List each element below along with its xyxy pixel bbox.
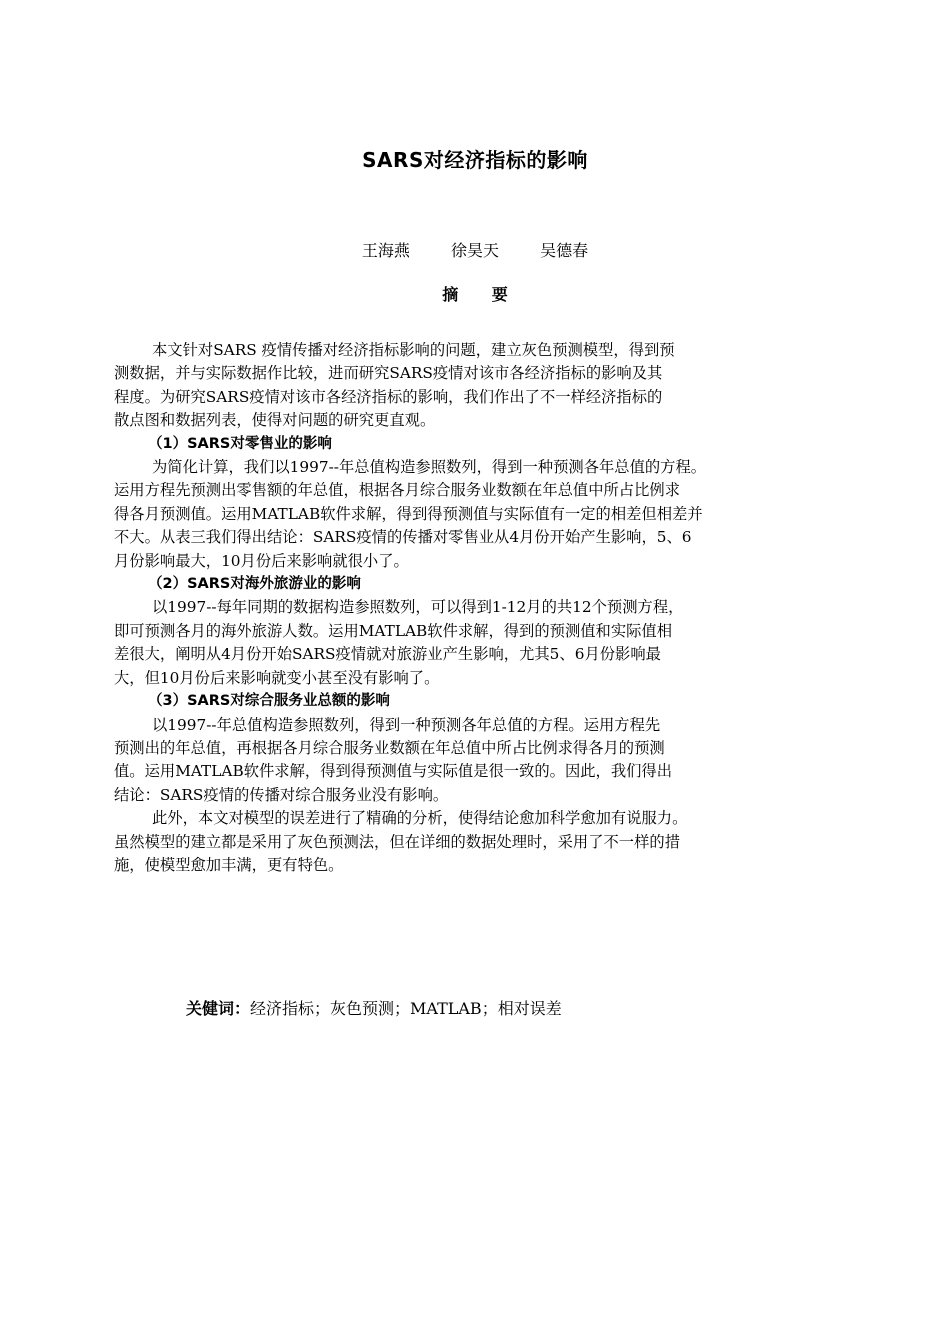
- section-heading: （2）SARS对海外旅游业的影响: [148, 576, 361, 593]
- section-retail: [114, 433, 854, 573]
- text-line: 为简化计算，我们以1997--年总值构造参照数列，得到一种预测各年总值的方程。: [152, 458, 707, 477]
- text-line: 程度。为研究SARS疫情对该市各经济指标的影响，我们作出了不一样经济指标的: [114, 387, 663, 406]
- keywords-text: 经济指标；灰色预测；MATLAB；相对误差: [250, 999, 562, 1018]
- intro-paragraph: [114, 339, 854, 433]
- text-line: 不大。从表三我们得出结论：SARS疫情的传播对零售业从4月份开始产生影响，5、6: [114, 528, 692, 547]
- author-list: [0, 238, 950, 261]
- text-line: 得各月预测值。运用MATLAB软件求解，得到得预测值与实际值有一定的相差但相差并: [114, 504, 703, 523]
- text-line: 此外，本文对模型的误差进行了精确的分析，使得结论愈加科学愈加有说服力。: [152, 809, 688, 828]
- text-line: 本文针对SARS 疫情传播对经济指标影响的问题，建立灰色预测模型，得到预: [152, 341, 675, 359]
- text-line: 以1997--年总值构造参照数列，得到一种预测各年总值的方程。运用方程先: [152, 715, 661, 734]
- section-tourism: [114, 573, 854, 690]
- section-services: [114, 690, 854, 807]
- text-line: 结论：SARS疫情的传播对综合服务业没有影响。: [114, 785, 449, 804]
- text-line: 以1997--每年同期的数据构造参照数列，可以得到1-12月的共12个预测方程，: [152, 598, 684, 617]
- text-line: 虽然模型的建立都是采用了灰色预测法，但在详细的数据处理时，采用了不一样的措: [114, 832, 680, 851]
- section-heading: （1）SARS对零售业的影响: [148, 435, 332, 452]
- author-name: 徐昊天: [450, 241, 499, 260]
- text-line: 施，使模型愈加丰满，更有特色。: [114, 855, 344, 874]
- keywords-label: 关健词：: [186, 999, 251, 1018]
- section-heading: （3）SARS对综合服务业总额的影响: [148, 693, 390, 710]
- text-line: 散点图和数据列表，使得对问题的研究更直观。: [114, 411, 436, 430]
- closing-paragraph: [114, 807, 854, 877]
- text-line: 值。运用MATLAB软件求解，得到得预测值与实际值是很一致的。因此，我们得出: [114, 762, 673, 781]
- text-line: 大，但10月份后来影响就变小甚至没有影响了。: [114, 668, 440, 687]
- author-name: 王海燕: [361, 241, 410, 260]
- author-name: 吴德春: [540, 241, 589, 260]
- text-line: 差很大，阐明从4月份开始SARS疫情就对旅游业产生影响，尤其5、6月份影响最: [114, 645, 661, 664]
- abstract-body: [114, 339, 854, 877]
- text-line: 即可预测各月的海外旅游人数。运用MATLAB软件求解，得到的预测值和实际值相: [114, 621, 673, 640]
- text-line: 测数据，并与实际数据作比较，进而研究SARS疫情对该市各经济指标的影响及其: [114, 364, 663, 383]
- text-line: 预测出的年总值，再根据各月综合服务业数额在年总值中所占比例求得各月的预测: [114, 738, 665, 757]
- abstract-heading: 摘 要: [442, 285, 522, 304]
- keywords: [186, 996, 562, 1019]
- text-line: 月份影响最大，10月份后来影响就很小了。: [114, 551, 409, 570]
- text-line: 运用方程先预测出零售额的年总值，根据各月综合服务业数额在年总值中所占比例求: [114, 481, 680, 500]
- paper-title: SARS对经济指标的影响: [362, 148, 588, 172]
